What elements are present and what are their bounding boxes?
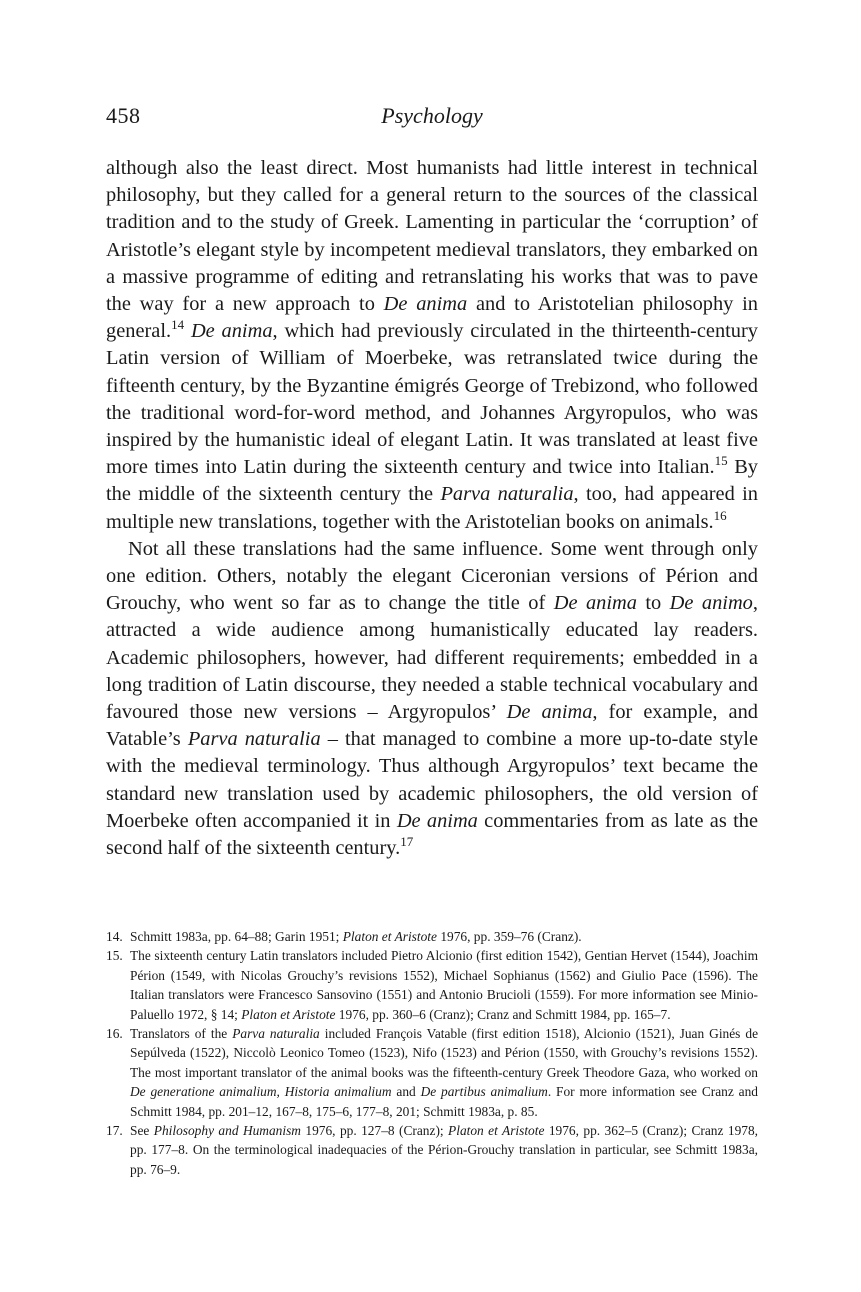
text-run: , which had previously circulated in the thirteenth-century Latin version of William of Moerbeke, was retranslated twice during the fifteenth century, by the Byzantine émigrés George of Trebizond, who followed the traditional word-for-word method, and Johannes Argyropulos, who was inspired by the humanistic ideal of elegant Latin. It was translated at least five more times into Latin during the sixteenth century and twice into Italian. — [106, 320, 758, 479]
footnote-ref-16: 16 — [713, 507, 727, 523]
text-run: Translators of the — [130, 1026, 233, 1042]
footnote-ref-17: 17 — [400, 834, 414, 850]
text-run: , attracted a wide audience among humanistically educated lay readers. Academic philosophers, however, had different requirements; embedded in a long tradition of Latin discourse, they needed a stable technical vocabulary and favoured those new versions – Argyropulos’ — [106, 592, 758, 724]
italic-title: De anima — [553, 592, 637, 615]
page-number: 458 — [106, 103, 141, 128]
text-run: Schmitt 1983a, pp. 64–88; Garin 1951; — [130, 929, 343, 944]
italic-title: De anima — [396, 809, 478, 832]
italic-title: De anima — [383, 293, 468, 316]
text-run: 1976, pp. 359–76 (Cranz). — [436, 929, 582, 944]
text-run: – that managed to combine a more up-to-date style with the medieval terminology. Thus although Argyropulos’ text became the standard new translation used by academic philosophers, the old version of Moerbeke often accompanied it in — [106, 728, 758, 832]
running-title: Psychology — [381, 103, 483, 128]
text-run: See — [130, 1123, 154, 1139]
text-run: By the middle of the sixteenth century the — [106, 456, 758, 506]
text-run: although also the least direct. Most humanists had little interest in technical philosophy, but they called for a general return to the sources of the classical tradition and to the study of Greek. Lamenting in particular the ‘corruption’ of Aristotle’s elegant style by incompetent medieval translators, they embarked on a massive programme of editing and retranslating his works that was to pave the way for a new approach to — [106, 157, 758, 316]
footnote-15 — [106, 946, 758, 1024]
italic-title: Platon et Aristote — [342, 929, 437, 944]
italic-title: Parva naturalia — [440, 483, 574, 506]
italic-title: Parva naturalia — [232, 1026, 320, 1042]
text-run: The sixteenth century Latin translators included Pietro Alcionio (first edition 1542), Gentian Hervet (1544), Joachim Périon (1549, with Nicolas Grouchy’s revisions 1552), Michael Sophianus (1562) and Giulio Pace (1596). The Italian translators were Francesco Sansovino (1551) and Antonio Brucioli (1559). For more information see Minio-Paluello 1972, § 14; — [130, 948, 758, 1022]
italic-title: Platon et Aristote — [448, 1123, 545, 1139]
page-header — [106, 103, 758, 133]
paragraph-1 — [106, 155, 758, 536]
footnote-ref-14: 14 — [171, 317, 185, 333]
italic-title: Parva naturalia — [187, 728, 321, 751]
italic-title: De animo — [669, 592, 753, 615]
text-run: and — [391, 1084, 421, 1100]
footnote-16 — [106, 1024, 758, 1121]
footnote-number: 17. — [106, 1123, 123, 1139]
footnote-ref-15: 15 — [714, 453, 728, 469]
text-run: 1976, pp. 360–6 (Cranz); Cranz and Schmitt 1984, pp. 165–7. — [335, 1006, 671, 1022]
italic-title: De partibus animalium — [420, 1084, 548, 1100]
text-run: and to Aristotelian philosophy in general. — [106, 293, 758, 343]
footnote-number: 14. — [106, 929, 123, 944]
text-run: commentaries from as late as the second half of the sixteenth century. — [106, 809, 758, 860]
text-run: , too, had appeared in multiple new translations, together with the Aristotelian books on animals. — [106, 483, 758, 533]
text-run: to — [636, 592, 670, 615]
footnote-17 — [106, 1121, 758, 1179]
italic-title: De generatione animalium, Historia animalium — [130, 1084, 392, 1100]
text-run: , for example, and Vatable’s — [106, 701, 758, 751]
text-run: included François Vatable (first edition 1518), Alcionio (1521), Juan Ginés de Sepúlveda (1522), Niccolò Leonico Tomeo (1523), Nifo (1523) and Périon (1550, with Grouchy’s revisions 1552). The most important translator of the animal books was the fifteenth-century Greek Theodore Gaza, who worked on — [130, 1026, 759, 1080]
paragraph-2 — [106, 536, 758, 862]
italic-title: Philosophy and Humanism — [153, 1123, 301, 1139]
footnote-14 — [106, 927, 758, 946]
text-run: Not all these translations had the same influence. Some went through only one edition. Others, notably the elegant Ciceronian versions of Périon and Grouchy, who went so far as to change the title of — [106, 537, 758, 615]
italic-title: De anima — [506, 701, 593, 724]
text-run: 1976, pp. 362–5 (Cranz); Cranz 1978, pp. 177–8. On the terminological inadequacies of the Périon-Grouchy translation in particular, see Schmitt 1983a, pp. 76–9. — [130, 1123, 758, 1177]
footnote-number: 15. — [106, 948, 123, 964]
italic-title: Platon et Aristote — [241, 1006, 336, 1022]
text-run — [184, 320, 191, 342]
text-run: 1976, pp. 127–8 (Cranz); — [300, 1123, 449, 1139]
footnotes — [106, 927, 758, 1179]
text-run: . For more information see Cranz and Schmitt 1984, pp. 201–12, 167–8, 175–6, 177–8, 201; Schmitt 1983a, p. 85. — [130, 1084, 758, 1119]
footnote-number: 16. — [106, 1026, 123, 1042]
main-text — [106, 155, 758, 862]
italic-title: De anima — [190, 320, 273, 343]
